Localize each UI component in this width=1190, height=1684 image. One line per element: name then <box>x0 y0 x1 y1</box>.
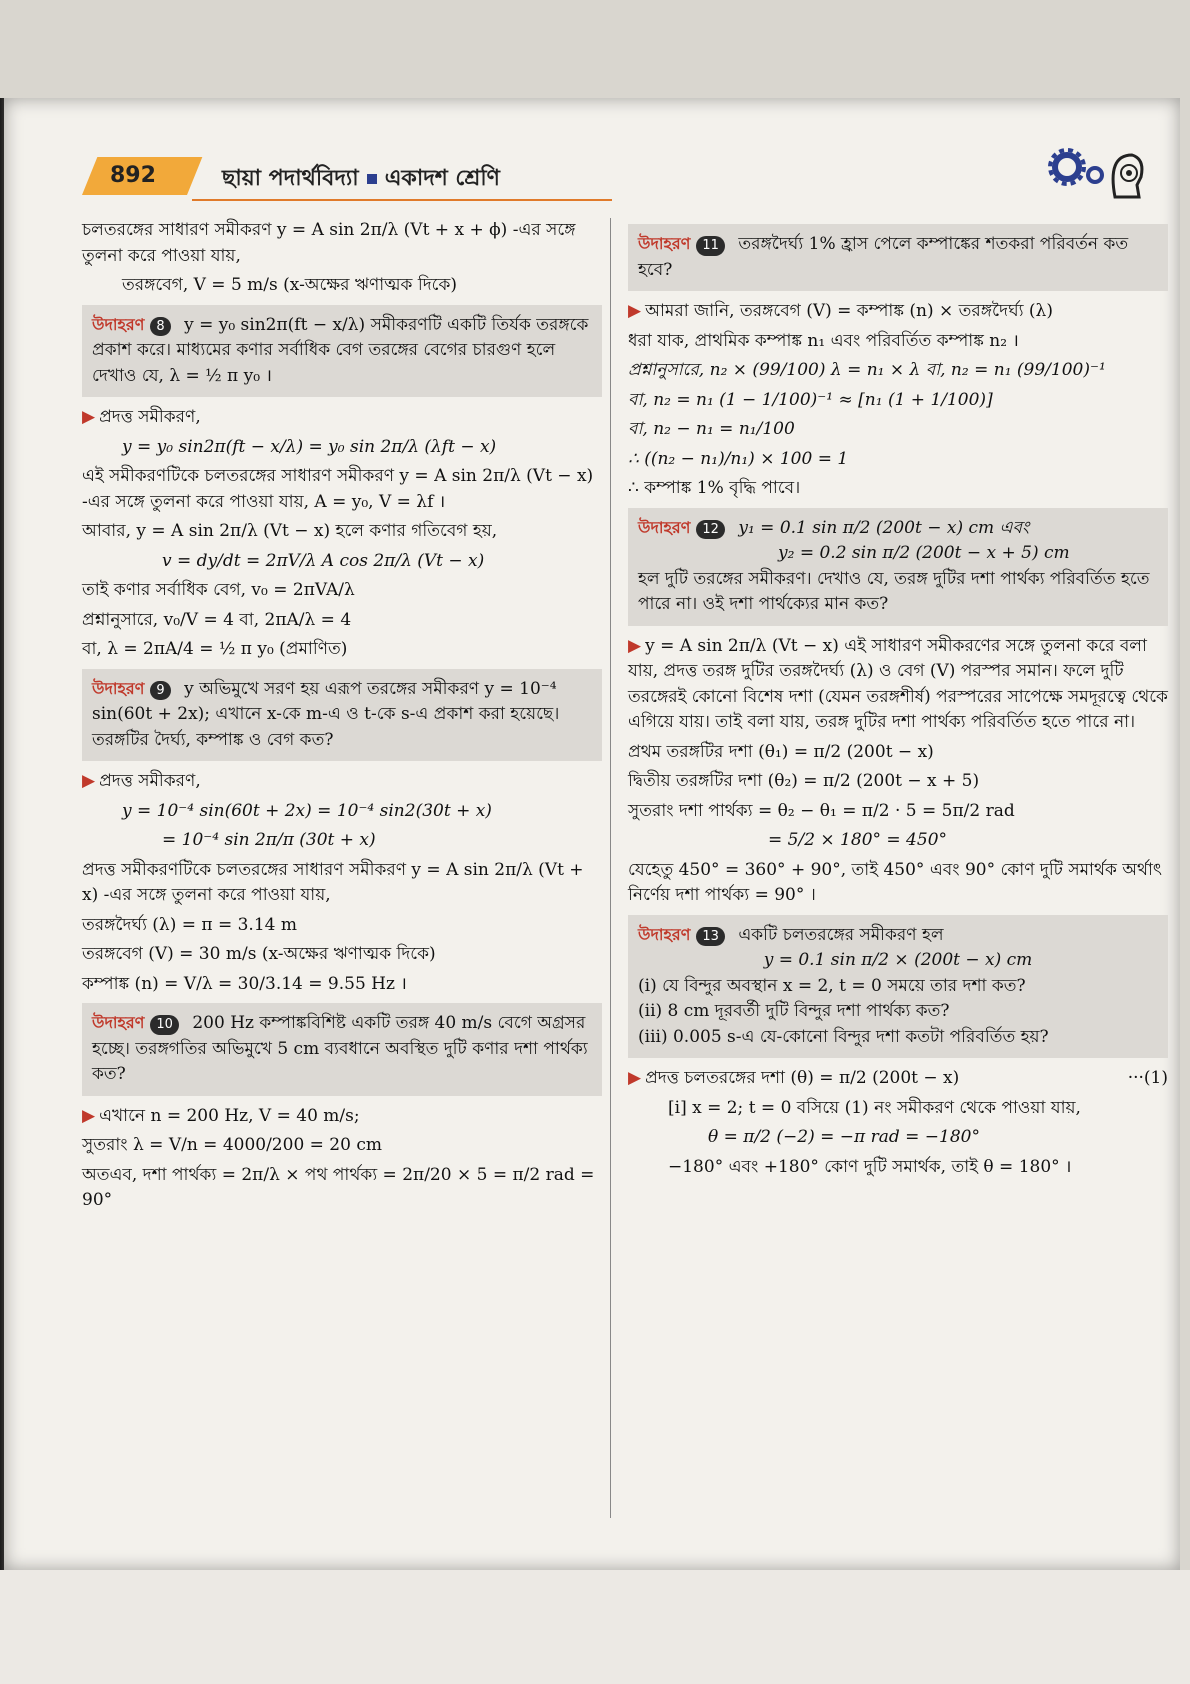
book-title-main: ছায়া পদার্থবিদ্যা <box>222 166 359 191</box>
page-number: 892 <box>110 163 156 188</box>
gears-head-logo-icon <box>1037 145 1147 205</box>
solution-line: −180° এবং +180° কোণ দুটি সমার্থক, তাই θ = 180° । <box>668 1156 1072 1177</box>
book-title <box>222 161 500 198</box>
example-label: উদাহরণ <box>638 924 691 944</box>
solution-line: y = A sin 2π/λ (Vt − x) এই সাধারণ সমীকরণের সঙ্গে তুলনা করে বলা যায়, প্রদত্ত তরঙ্গ দুটির তরঙ্গদৈর্ঘ্য (λ) ও বেগ (V) পরস্পর সমান। ফলে দুটি তরঙ্গেরই কোনো বিশেষ দশা (যেমন তরঙ্গশীর্ষ) পরস্পরের সাপেক্ষে সমদূরত্বে থেকে এগিয়ে যায়। তাই বলা যায়, তরঙ্গ দুটির দশা পার্থক্য পরিবর্তিত হতে পারে না। <box>628 635 1168 732</box>
solution-line: প্রদত্ত সমীকরণটিকে চলতরঙ্গের সাধারণ সমীকরণ y = A sin 2π/λ (Vt + x) -এর সঙ্গে তুলনা করে পাওয়া যায়, <box>82 859 584 905</box>
solution-line: আবার, y = A sin 2π/λ (Vt − x) হলে কণার গতিবেগ হয়, <box>82 521 498 541</box>
equation: = 10⁻⁴ sin 2π/π (30t + x) <box>162 830 376 850</box>
solution-line: সুতরাং λ = V/n = 4000/200 = 20 cm <box>82 1135 382 1155</box>
solution-line: তরঙ্গবেগ (V) = 30 m/s (x-অক্ষের ঋণাত্মক দিকে) <box>82 944 436 964</box>
solution-line: দ্বিতীয় তরঙ্গটির দশা (θ₂) = π/2 (200t − x + 5) <box>628 771 980 791</box>
equation: বা, n₂ − n₁ = n₁/100 <box>628 419 795 439</box>
equation: y = y₀ sin2π(ft − x/λ) = y₀ sin 2π/λ (λft − x) <box>122 436 497 457</box>
solution-line: বা, λ = 2πA/4 = ½ π y₀ (প্রমাণিত) <box>82 639 348 659</box>
example-label: উদাহরণ <box>92 678 145 698</box>
example-11-box <box>628 224 1168 291</box>
sub-question: (ii) 8 cm দূরবর্তী দুটি বিন্দুর দশা পার্থক্য কত? <box>638 1001 950 1021</box>
solution-line: সুতরাং দশা পার্থক্য = θ₂ − θ₁ = π/2 · 5 = 5π/2 rad <box>628 800 1015 821</box>
solution-line: তাই কণার সর্বাধিক বেগ, v₀ = 2πVA/λ <box>82 580 355 600</box>
example-12-box <box>628 508 1168 626</box>
solution-line: প্রদত্ত সমীকরণ, <box>99 407 201 427</box>
left-column <box>82 218 602 1218</box>
example-question: তরঙ্গদৈর্ঘ্য 1% হ্রাস পেলে কম্পাঙ্কের শতকরা পরিবর্তন কত হবে? <box>638 234 1129 280</box>
solution-arrow-icon: ▶ <box>82 771 96 791</box>
solution-line: [i] x = 2; t = 0 বসিয়ে (1) নং সমীকরণ থেকে পাওয়া যায়, <box>668 1097 1081 1118</box>
example-question: একটি চলতরঙ্গের সমীকরণ হল <box>738 924 944 945</box>
example-question: y অভিমুখে সরণ হয় এরূপ তরঙ্গের সমীকরণ y = 10⁻⁴ sin(60t + 2x); এখানে x-কে m-এ ও t-কে s-এ প্রকাশ করা হয়েছে। তরঙ্গটির দৈর্ঘ্য, কম্পাঙ্ক ও বেগ কত? <box>92 678 560 750</box>
solution-line: ∴ কম্পাঙ্ক 1% বৃদ্ধি পাবে। <box>628 478 801 498</box>
solution-arrow-icon: ▶ <box>628 635 642 656</box>
solution-arrow-icon: ▶ <box>628 1068 642 1088</box>
solution-arrow-icon: ▶ <box>82 407 96 427</box>
solution-line: প্রদত্ত চলতরঙ্গের দশা (θ) = π/2 (200t − x) <box>645 1068 960 1088</box>
sub-question: (iii) 0.005 s-এ যে-কোনো বিন্দুর দশা কতটা পরিবর্তিত হয়? <box>638 1026 1049 1047</box>
solution-line: আমরা জানি, তরঙ্গবেগ (V) = কম্পাঙ্ক (n) × তরঙ্গদৈর্ঘ্য (λ) <box>645 301 1053 321</box>
solution-line: যেহেতু 450° = 360° + 90°, তাই 450° এবং 90° কোণ দুটি সমার্থক অর্থাৎ নির্ণেয় দশা পার্থক্য = 90° । <box>628 859 1163 905</box>
example-number: 13 <box>696 927 725 947</box>
solution-line: ধরা যাক, প্রাথমিক কম্পাঙ্ক n₁ এবং পরিবর্তিত কম্পাঙ্ক n₂ । <box>628 330 1019 351</box>
example-label: উদাহরণ <box>638 517 691 537</box>
solution-line: তরঙ্গদৈর্ঘ্য (λ) = π = 3.14 m <box>82 914 297 935</box>
solution-arrow-icon: ▶ <box>628 301 642 321</box>
title-separator-icon <box>367 174 377 184</box>
example-question: হল দুটি তরঙ্গের সমীকরণ। দেখাও যে, তরঙ্গ দুটির দশা পার্থক্য পরিবর্তিত হতে পারে না। ওই দশা পার্থক্যের মান কত? <box>638 568 1150 614</box>
equation: y₂ = 0.2 sin π/2 (200t − x + 5) cm <box>778 543 1070 563</box>
solution-line: অতএব, দশা পার্থক্য = 2π/λ × পথ পার্থক্য = 2π/20 × 5 = π/2 rad = 90° <box>82 1164 595 1210</box>
example-number: 11 <box>696 236 725 256</box>
example-label: উদাহরণ <box>92 314 145 334</box>
solution-arrow-icon: ▶ <box>82 1105 96 1126</box>
equation: বা, n₂ = n₁ (1 − 1/100)⁻¹ ≈ [n₁ (1 + 1/100)] <box>628 389 993 410</box>
example-label: উদাহরণ <box>92 1013 145 1032</box>
example-8-box <box>82 305 602 398</box>
intro-text: চলতরঙ্গের সাধারণ সমীকরণ y = A sin 2π/λ (Vt + x + ϕ) -এর সঙ্গে তুলনা করে পাওয়া যায়, <box>82 220 576 266</box>
example-number: 8 <box>150 317 170 337</box>
solution-line: কম্পাঙ্ক (n) = V/λ = 30/3.14 = 9.55 Hz । <box>82 973 407 994</box>
solution-line: প্রশ্নানুসারে, v₀/V = 4 বা, 2πA/λ = 4 <box>82 609 352 630</box>
equation: y₁ = 0.1 sin π/2 (200t − x) cm এবং <box>738 517 1030 538</box>
equation: θ = π/2 (−2) = −π rad = −180° <box>708 1127 980 1147</box>
equation: v = dy/dt = 2πV/λ A cos 2π/λ (Vt − x) <box>162 550 485 571</box>
equation: ∴ ((n₂ − n₁)/n₁) × 100 = 1 <box>628 448 849 469</box>
book-class: একাদশ শ্রেণি <box>384 166 500 191</box>
intro-result: তরঙ্গবেগ, V = 5 m/s (x-অক্ষের ঋণাত্মক দিকে) <box>122 275 457 295</box>
equation: = 5/2 × 180° = 450° <box>768 830 948 850</box>
solution-line: প্রদত্ত সমীকরণ, <box>99 771 201 791</box>
scan-background <box>0 1570 1190 1684</box>
example-label: উদাহরণ <box>638 234 691 253</box>
column-divider <box>610 218 611 1518</box>
solution-line: এই সমীকরণটিকে চলতরঙ্গের সাধারণ সমীকরণ y = A sin 2π/λ (Vt − x) -এর সঙ্গে তুলনা করে পাওয়া যায়, A = y₀, V = λf । <box>82 466 594 512</box>
example-13-box <box>628 915 1168 1059</box>
equation-number: ···(1) <box>1127 1068 1168 1088</box>
example-number: 12 <box>696 520 725 540</box>
equation: y = 10⁻⁴ sin(60t + 2x) = 10⁻⁴ sin2(30t + x) <box>122 800 492 821</box>
example-9-box <box>82 669 602 762</box>
example-10-box <box>82 1003 602 1096</box>
example-question: 200 Hz কম্পাঙ্কবিশিষ্ট একটি তরঙ্গ 40 m/s বেগে অগ্রসর হচ্ছে। তরঙ্গগতির অভিমুখে 5 cm ব্যবধানে অবস্থিত দুটি কণার দশা পার্থক্য কত? <box>92 1013 588 1084</box>
example-number: 10 <box>150 1015 179 1035</box>
page-header <box>82 155 1142 203</box>
example-number: 9 <box>150 681 170 701</box>
equation: y = 0.1 sin π/2 × (200t − x) cm <box>763 950 1033 970</box>
sub-question: (i) যে বিন্দুর অবস্থান x = 2, t = 0 সময়ে তার দশা কত? <box>638 975 1026 996</box>
solution-line: এখানে n = 200 Hz, V = 40 m/s; <box>99 1105 360 1126</box>
equation: প্রশ্নানুসারে, n₂ × (99/100) λ = n₁ × λ বা, n₂ = n₁ (99/100)⁻¹ <box>628 360 1106 380</box>
example-question: y = y₀ sin2π(ft − x/λ) সমীকরণটি একটি তির্যক তরঙ্গকে প্রকাশ করে। মাধ্যমের কণার সর্বাধিক বেগ তরঙ্গের বেগের চারগুণ হলে দেখাও যে, λ = ½ π y₀ । <box>92 314 589 386</box>
right-column <box>628 218 1168 1184</box>
header-underline <box>192 199 612 201</box>
solution-line: প্রথম তরঙ্গটির দশা (θ₁) = π/2 (200t − x) <box>628 741 934 762</box>
